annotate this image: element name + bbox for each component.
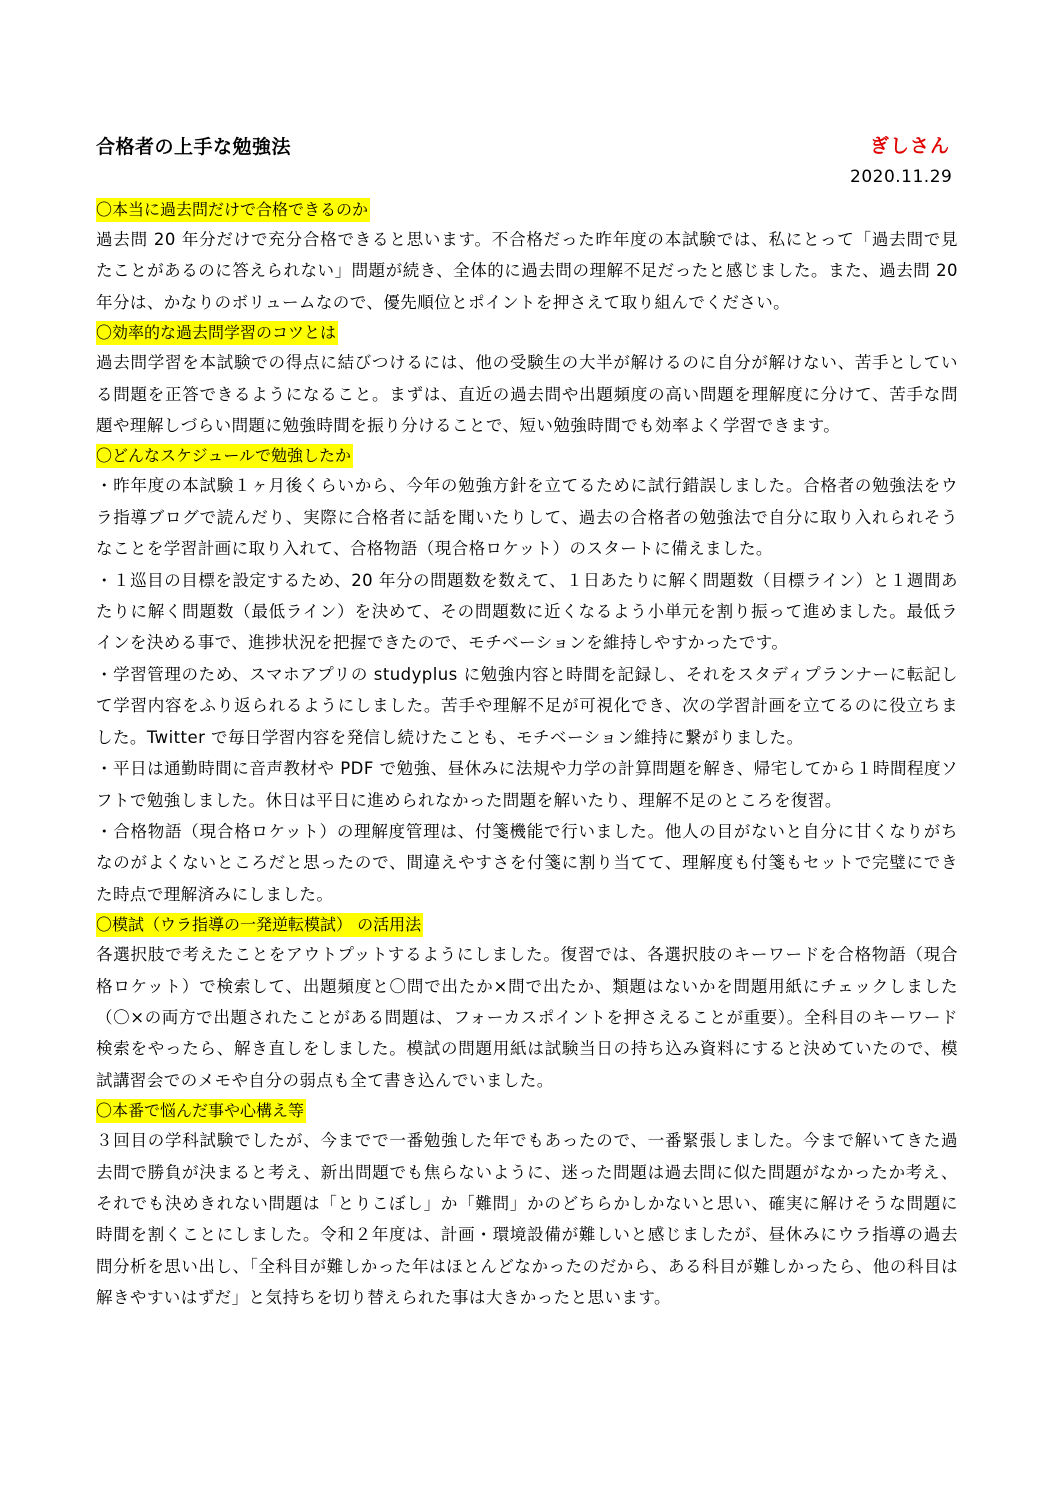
document-body <box>96 195 958 1314</box>
section-heading <box>96 1096 958 1125</box>
highlighted-heading-text: 〇本当に過去問だけで合格できるのか <box>96 198 370 222</box>
paragraph: ・１巡目の目標を設定するため、20 年分の問題数を数えて、１日あたりに解く問題数（目標ライン）と１週間あたりに解く問題数（最低ライン）を決めて、その問題数に近くなるよう小単元を割り振って進めました。最低ラインを決める事で、進捗状況を把握できたので、モチベーションを維持しやすかったです。 <box>96 570 958 653</box>
section-heading <box>96 195 958 224</box>
paragraph: 各選択肢で考えたことをアウトプットするようにしました。復習では、各選択肢のキーワードを合格物語（現合格ロケット）で検索して、出題頻度と〇問で出たか×問で出たか、類題はないかを問題用紙にチェックしました（〇×の両方で出題されたことがある問題は、フォーカスポイントを押さえることが重要）。全科目のキーワード検索をやったら、解き直しをしました。模試の問題用紙は試験当日の持ち込み資料にすると決めていたので、模試講習会でのメモや自分の弱点も全て書き込んでいました。 <box>96 945 958 1090</box>
paragraph: 過去問学習を本試験での得点に結びつけるには、他の受験生の大半が解けるのに自分が解けない、苦手としている問題を正答できるようになること。まずは、直近の過去問や出題頻度の高い問題を理解度に分けて、苦手な問題や理解しづらい問題に勉強時間を振り分けることで、短い勉強時間でも効率よく学習できます。 <box>96 353 958 436</box>
paragraph: ３回目の学科試験でしたが、今までで一番勉強した年でもあったので、一番緊張しました。今まで解いてきた過去問で勝負が決まると考え、新出問題でも焦らないように、迷った問題は過去問に似た問題がなかったか考え、それでも決めきれない問題は「とりこぼし」か「難問」かのどちらかしかないと思い、確実に解けそうな問題に時間を割くことにしました。令和２年度は、計画・環境設備が難しいと感じましたが、昼休みにウラ指導の過去問分析を思い出し、「全科目が難しかった年はほとんどなかったのだから、ある科目が難しかったら、他の科目は解きやすいはずだ」と気持ちを切り替えられた事は大きかったと思います。 <box>96 1131 958 1308</box>
highlighted-heading-text: 〇効率的な過去問学習のコツとは <box>96 321 338 345</box>
document-title: 合格者の上手な勉強法 <box>96 136 292 158</box>
paragraph: ・昨年度の本試験１ヶ月後くらいから、今年の勉強方針を立てるために試行錯誤しました。合格者の勉強法をウラ指導ブログで読んだり、実際に合格者に話を聞いたりして、過去の合格者の勉強法で自分に取り入れられそうなことを学習計画に取り入れて、合格物語（現合格ロケット）のスタートに備えました。 <box>96 476 958 559</box>
paragraph: 過去問 20 年分だけで充分合格できると思います。不合格だった昨年度の本試験では、私にとって「過去問で見たことがあるのに答えられない」問題が続き、全体的に過去問の理解不足だったと感じました。また、過去問 20 年分は、かなりのボリュームなので、優先順位とポイントを押さえて取り組んでください。 <box>96 230 958 312</box>
paragraph: ・平日は通勤時間に音声教材や PDF で勉強、昼休みに法規や力学の計算問題を解き、帰宅してから１時間程度ソフトで勉強しました。休日は平日に進められなかった問題を解いたり、理解不足のところを復習。 <box>96 759 958 810</box>
paragraph: ・学習管理のため、スマホアプリの studyplus に勉強内容と時間を記録し、それをスタディプランナーに転記して学習内容をふり返られるようにしました。苦手や理解不足が可視化でき、次の学習計画を立てるのに役立ちました。Twitter で毎日学習内容を発信し続けたことも、モチベーション維持に繋がりました。 <box>96 664 958 747</box>
author-name: ぎしさん <box>870 135 951 157</box>
section-past-exams-only <box>96 195 958 318</box>
section-mock-exam-usage <box>96 910 958 1096</box>
document-date: 2020.11.29 <box>850 167 953 187</box>
section-heading <box>96 318 958 347</box>
highlighted-heading-text: 〇本番で悩んだ事や心構え等 <box>96 1099 306 1123</box>
section-heading <box>96 441 958 470</box>
highlighted-heading-text: 〇どんなスケジュールで勉強したか <box>96 444 353 468</box>
paragraph: ・合格物語（現合格ロケット）の理解度管理は、付箋機能で行いました。他人の目がないと自分に甘くなりがちなのがよくないところだと思ったので、間違えやすさを付箋に割り当てて、理解度も付箋もセットで完璧にできた時点で理解済みにしました。 <box>96 821 958 904</box>
highlighted-heading-text: 〇模試（ウラ指導の一発逆転模試） の活用法 <box>96 913 423 937</box>
section-efficient-study-tips <box>96 318 958 441</box>
section-heading <box>96 910 958 939</box>
section-study-schedule <box>96 441 958 910</box>
section-exam-day-mindset <box>96 1096 958 1313</box>
